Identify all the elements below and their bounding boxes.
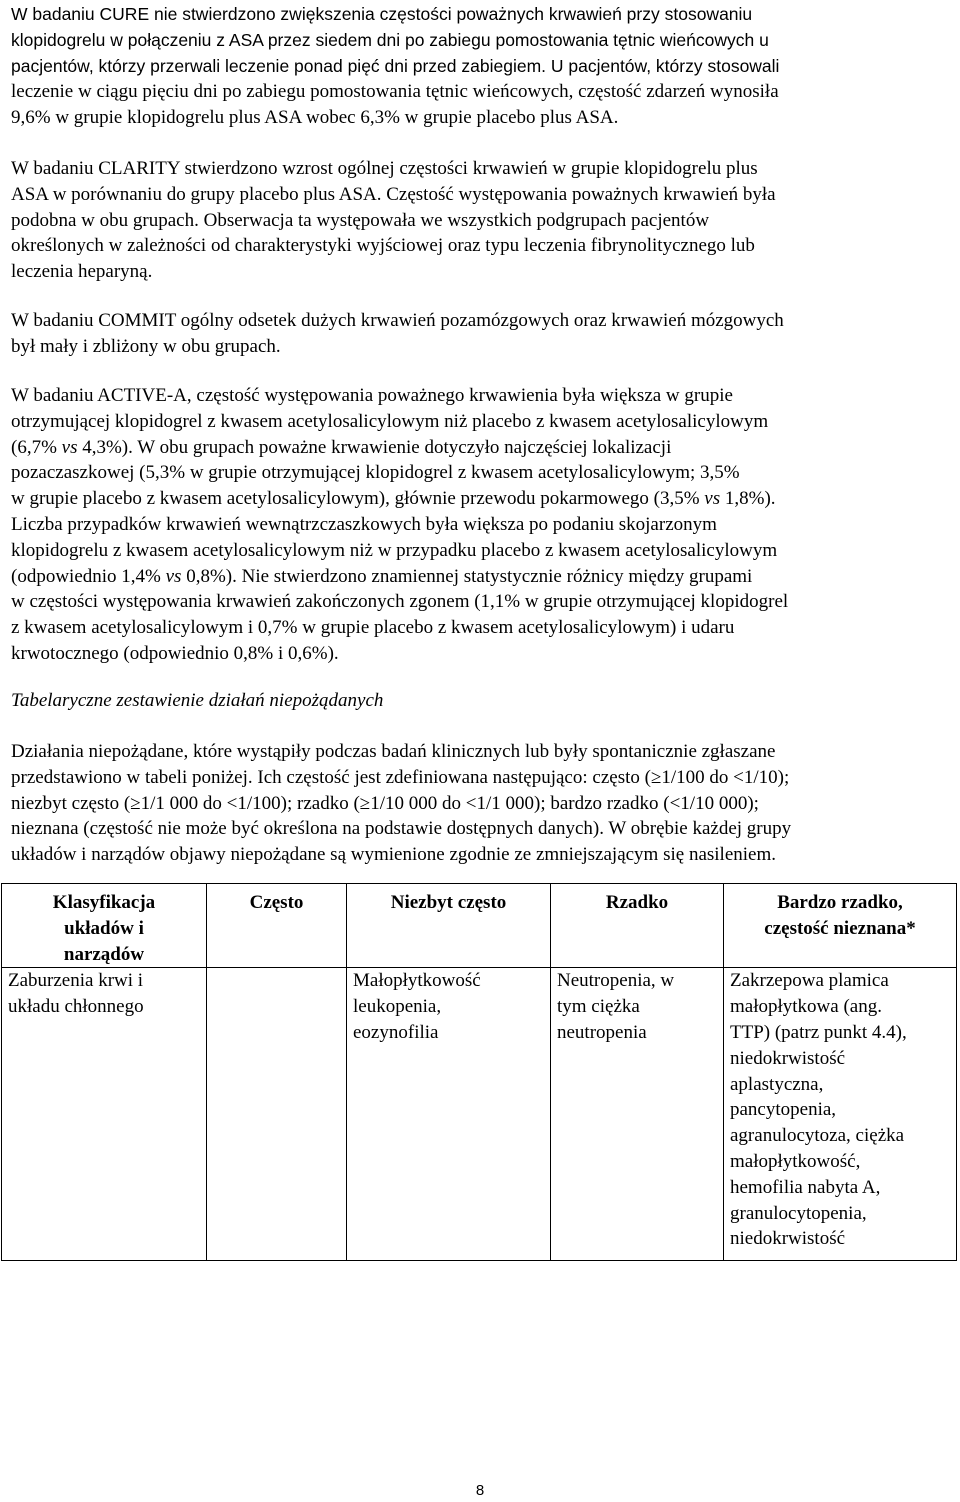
text-line: klopidogrelu z kwasem acetylosalicylowym niż w przypadku placebo z kwasem acetylosalicylowym <box>11 539 778 561</box>
paragraph-cure <box>11 2 951 131</box>
cell-common <box>207 968 347 1261</box>
vs-abbrev: vs <box>704 488 721 510</box>
text-line: klopidogrelu w połączeniu z ASA przez siedem dni po zabiegu pomostowania tętnic wieńcowych u <box>11 29 769 50</box>
text-line: przedstawiono w tabeli poniżej. Ich częstość jest zdefiniowana następująco: często (≥1/100 do <1/10); <box>11 766 790 788</box>
text-line: ASA w porównaniu do grupy placebo plus ASA. Częstość występowania poważnych krwawień była <box>11 183 776 205</box>
text-line: w częstości występowania krwawień zakończonych zgonem (1,1% w grupie otrzymującej klopidogrel <box>11 591 789 613</box>
text-line: W badaniu COMMIT ogólny odsetek dużych krwawień pozamózgowych oraz krwawień mózgowych <box>11 310 784 331</box>
header-uncommon: Niezbyt często <box>347 884 551 968</box>
text-line: określonych w zależności od charakterystyki wyjściowej oraz typu leczenia fibrynolitycznego lub <box>11 235 755 257</box>
cell-very-rare: Zakrzepowa plamica małopłytkowa (ang. TTP) (patrz punkt 4.4), niedokrwistość aplastyczna, pancytopenia, agranulocytoza, ciężka małopłytkowość, hemofilia nabyta A, granulocytopenia, niedokrwistość <box>724 968 957 1261</box>
paragraph-clarity <box>11 156 951 285</box>
paragraph-frequency <box>11 739 951 868</box>
text-line: Liczba przypadków krwawień wewnątrzczaszkowych była większa po podaniu skojarzonym <box>11 513 717 535</box>
text-line: W badaniu ACTIVE-A, częstość występowania poważnego krwawienia była większa w grupie <box>11 385 733 406</box>
text-line: leczenie w ciągu pięciu dni po zabiegu pomostowania tętnic wieńcowych, częstość zdarzeń wynosiła <box>11 81 779 103</box>
header-rare: Rzadko <box>551 884 724 968</box>
header-organ-class: Klasyfikacja układów i narządów <box>2 884 207 968</box>
text-line: (odpowiednio 1,4% vs 0,8%). Nie stwierdzono znamiennej statystycznie różnicy między grupami <box>11 565 753 587</box>
text-line: Działania niepożądane, które wystąpiły podczas badań klinicznych lub były spontanicznie zgłaszane <box>11 741 776 762</box>
table-header-row <box>2 884 957 968</box>
text-line: otrzymującej klopidogrel z kwasem acetylosalicylowym niż placebo z kwasem acetylosalicylowym <box>11 410 769 432</box>
text-line: pozaczaszkowej (5,3% w grupie otrzymującej klopidogrel z kwasem acetylosalicylowym; 3,5% <box>11 462 740 484</box>
page-number: 8 <box>475 1482 485 1499</box>
header-common: Często <box>207 884 347 968</box>
cell-rare: Neutropenia, w tym ciężka neutropenia <box>551 968 724 1261</box>
text-line: w grupie placebo z kwasem acetylosalicylowym), głównie przewodu pokarmowego (3,5% vs 1,8%). <box>11 488 776 510</box>
text-line: W badaniu CURE nie stwierdzono zwiększenia częstości poważnych krwawień przy stosowaniu <box>11 4 753 24</box>
text-line: 9,6% w grupie klopidogrelu plus ASA wobec 6,3% w grupie placebo plus ASA. <box>11 107 619 129</box>
table-row <box>2 968 957 1261</box>
text-line: nieznana (częstość nie może być określona na podstawie dostępnych danych). W obrębie każdej grupy <box>11 818 792 840</box>
paragraph-commit <box>11 308 951 360</box>
header-very-rare: Bardzo rzadko, częstość nieznana* <box>724 884 957 968</box>
adverse-reactions-table <box>1 883 957 1261</box>
paragraph-active-a <box>11 383 951 667</box>
text-line: (6,7% vs 4,3%). W obu grupach poważne krwawienie dotyczyło najczęściej lokalizacji <box>11 436 672 458</box>
cell-organ-class: Zaburzenia krwi i układu chłonnego <box>2 968 207 1261</box>
text-line: niezbyt często (≥1/1 000 do <1/100); rzadko (≥1/10 000 do <1/1 000); bardzo rzadko (<1/10 000); <box>11 792 759 814</box>
vs-abbrev: vs <box>61 436 78 458</box>
text-line: pacjentów, którzy przerwali leczenie ponad pięć dni przed zabiegiem. U pacjentów, którzy stosowali <box>11 55 780 76</box>
text-line: leczenia heparyną. <box>11 261 153 283</box>
text-line: z kwasem acetylosalicylowym i 0,7% w grupie placebo z kwasem acetylosalicylowym) i udaru <box>11 617 735 639</box>
text-line: W badaniu CLARITY stwierdzono wzrost ogólnej częstości krwawień w grupie klopidogrelu plus <box>11 158 758 179</box>
text-line: krwotocznego (odpowiednio 0,8% i 0,6%). <box>11 642 339 664</box>
text-line: układów i narządów objawy niepożądane są wymienione zgodnie ze zmniejszającym się nasileniem. <box>11 844 777 866</box>
section-heading: Tabelaryczne zestawienie działań niepożądanych <box>11 690 384 711</box>
text-line: podobna w obu grupach. Obserwacja ta występowała we wszystkich podgrupach pacjentów <box>11 209 710 231</box>
cell-uncommon: Małopłytkowość leukopenia, eozynofilia <box>347 968 551 1261</box>
text-line: był mały i zbliżony w obu grupach. <box>11 335 281 357</box>
vs-abbrev: vs <box>165 565 182 587</box>
